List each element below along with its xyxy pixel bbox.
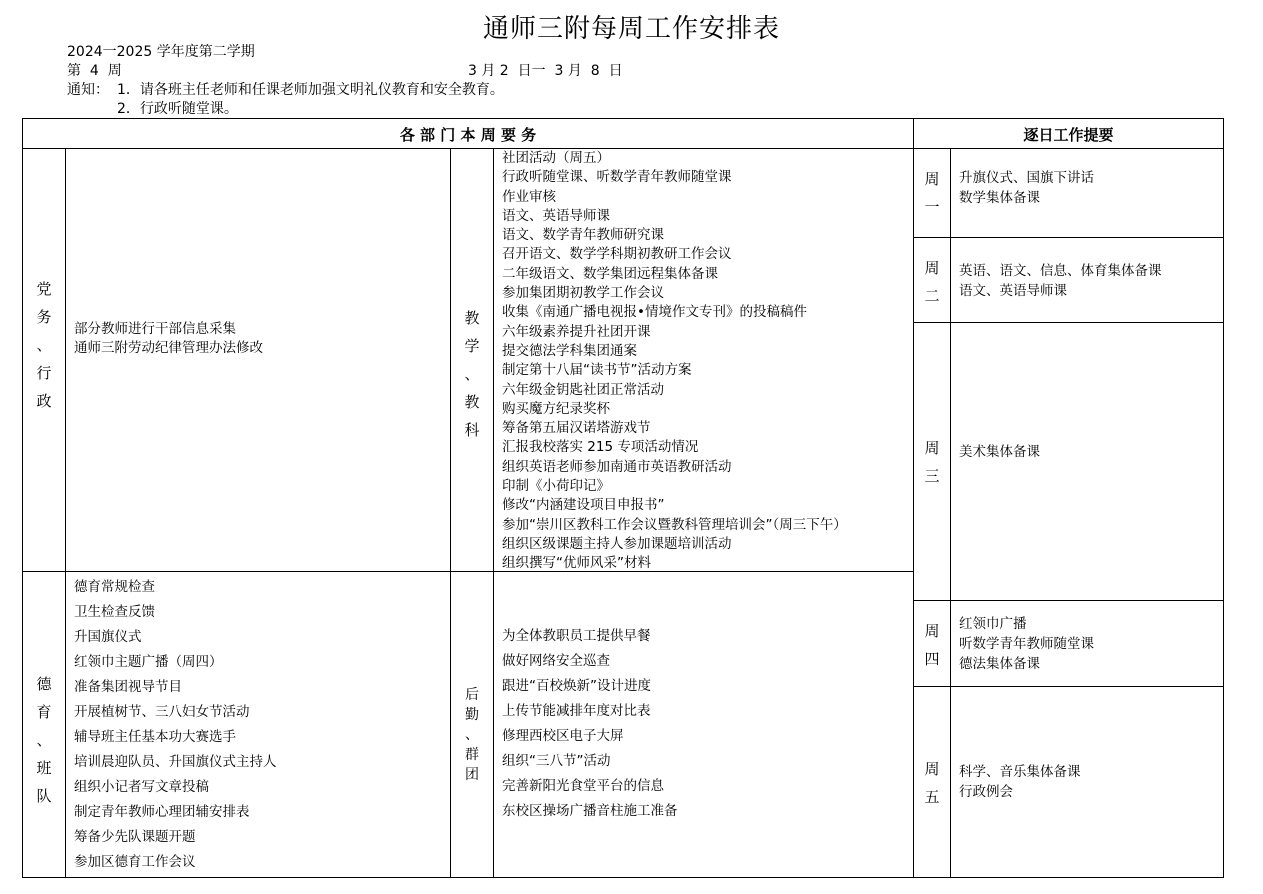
list-item: 语文、英语导师课 [502, 207, 610, 224]
day-items-tue [959, 261, 1162, 301]
list-item: 社团活动（周五） [502, 150, 610, 166]
list-item: 语文、英语导师课 [959, 283, 1067, 299]
list-item: 组织“三八节”活动 [502, 753, 611, 769]
notice-label: 通知： [67, 82, 109, 98]
list-item: 二年级语文、数学集团远程集体备课 [502, 265, 718, 282]
day-label-thu: 周 四 [924, 622, 940, 668]
dept-label-logistics: 后 勤 、 群 团 [465, 687, 479, 783]
list-item: 行政例会 [959, 784, 1013, 800]
list-item: 开展植树节、三八妇女节活动 [74, 704, 250, 720]
list-item: 提交德法学科集团通案 [502, 342, 637, 359]
list-item: 培训晨迎队员、升国旗仪式主持人 [74, 754, 277, 770]
list-item: 部分教师进行干部信息采集 [74, 321, 236, 337]
notice-item-1: 1．请各班主任老师和任课老师加强文明礼仪教育和安全教育。 [117, 82, 504, 98]
list-item: 美术集体备课 [959, 444, 1040, 460]
list-item: 六年级素养提升社团开课 [502, 323, 651, 340]
list-item: 准备集团视导节目 [74, 679, 182, 695]
day-label-tue: 周 二 [924, 259, 940, 305]
list-item: 组织英语老师参加南通市英语教研活动 [502, 458, 732, 475]
list-item: 辅导班主任基本功大赛选手 [74, 729, 236, 745]
list-item: 语文、数学青年教师研究课 [502, 227, 664, 244]
daily-header: 逐日工作提要 [1023, 126, 1114, 144]
list-item: 制定青年教师心理团辅安排表 [74, 804, 250, 820]
list-item: 完善新阳光食堂平台的信息 [502, 778, 664, 794]
list-item: 通师三附劳动纪律管理办法修改 [74, 340, 263, 357]
day-items-fri [959, 762, 1081, 802]
list-item: 行政听随堂课、听数学青年教师随堂课 [502, 169, 732, 186]
list-item: 组织小记者写文章投稿 [74, 779, 209, 795]
day-label-mon: 周 一 [924, 170, 940, 216]
dept-label-party: 党 务 、 行 政 [36, 280, 52, 410]
dept-label-teaching: 教 学 、 教 科 [464, 309, 480, 439]
list-item: 参加“崇川区教科工作会议暨教科管理培训会”（周三下午） [502, 516, 847, 533]
list-item: 德法集体备课 [959, 656, 1040, 672]
list-item: 作业审核 [502, 188, 556, 205]
list-item: 英语、语文、信息、体育集体备课 [959, 263, 1162, 279]
list-item: 科学、音乐集体备课 [959, 764, 1081, 780]
list-item: 购买魔方纪录奖杯 [502, 400, 610, 417]
list-item: 召开语文、数学学科期初教研工作会议 [502, 246, 732, 263]
list-item: 红领巾广播 [959, 616, 1027, 632]
list-item: 为全体教职员工提供早餐 [502, 628, 651, 644]
notice-item-2: 2．行政听随堂课。 [117, 101, 238, 117]
list-item: 筹备少先队课题开题 [74, 829, 196, 845]
list-item: 参加集团期初教学工作会议 [502, 285, 664, 302]
list-item: 印制《小荷印记》 [502, 478, 610, 495]
list-item: 数学集体备课 [959, 190, 1040, 206]
week-text: 第 4 周 [67, 63, 122, 79]
list-item: 红领巾主题广播（周四） [74, 654, 223, 670]
list-item: 参加区德育工作会议 [74, 854, 196, 870]
list-item: 组织撰写“优师风采”材料 [502, 555, 651, 572]
teaching-task-list [502, 149, 847, 574]
departments-header: 各 部 门 本 周 要 务 [399, 126, 537, 144]
list-item: 跟进“百校焕新”设计进度 [502, 678, 651, 694]
list-item: 制定第十八届“读书节”活动方案 [502, 362, 692, 379]
day-label-fri: 周 五 [924, 760, 940, 806]
list-item: 组织区级课题主持人参加课题培训活动 [502, 535, 732, 552]
list-item: 六年级金钥匙社团正常活动 [502, 381, 664, 398]
list-item: 德育常规检查 [74, 579, 155, 595]
moral-task-list [74, 575, 277, 875]
list-item: 修改“内涵建设项目申报书” [502, 497, 665, 514]
list-item: 东校区操场广播音柱施工准备 [502, 803, 678, 819]
semester-text: 2024一2025 学年度第二学期 [67, 44, 255, 60]
list-item: 筹备第五届汉诺塔游戏节 [502, 420, 651, 437]
list-item: 做好网络安全巡查 [502, 653, 610, 669]
day-items-thu [959, 614, 1094, 674]
list-item: 上传节能减排年度对比表 [502, 703, 651, 719]
day-label-wed: 周 三 [924, 439, 940, 485]
dept-label-moral: 德 育 、 班 队 [36, 675, 52, 805]
list-item: 升国旗仪式 [74, 629, 142, 645]
list-item: 升旗仪式、国旗下讲话 [959, 170, 1094, 186]
day-items-mon [959, 168, 1094, 208]
list-item: 修理西校区电子大屏 [502, 728, 624, 744]
party-task-list [74, 320, 263, 359]
list-item: 收集《南通广播电视报•情境作文专刊》的投稿稿件 [502, 304, 807, 321]
date-range-text: 3 月 2 日一 3 月 8 日 [468, 63, 623, 79]
day-items-wed [959, 442, 1040, 462]
logistics-task-list [502, 624, 678, 824]
list-item: 听数学青年教师随堂课 [959, 636, 1094, 652]
list-item: 卫生检查反馈 [74, 604, 155, 620]
page-title: 通师三附每周工作安排表 [482, 14, 780, 44]
list-item: 汇报我校落实 215 专项活动情况 [502, 439, 699, 456]
